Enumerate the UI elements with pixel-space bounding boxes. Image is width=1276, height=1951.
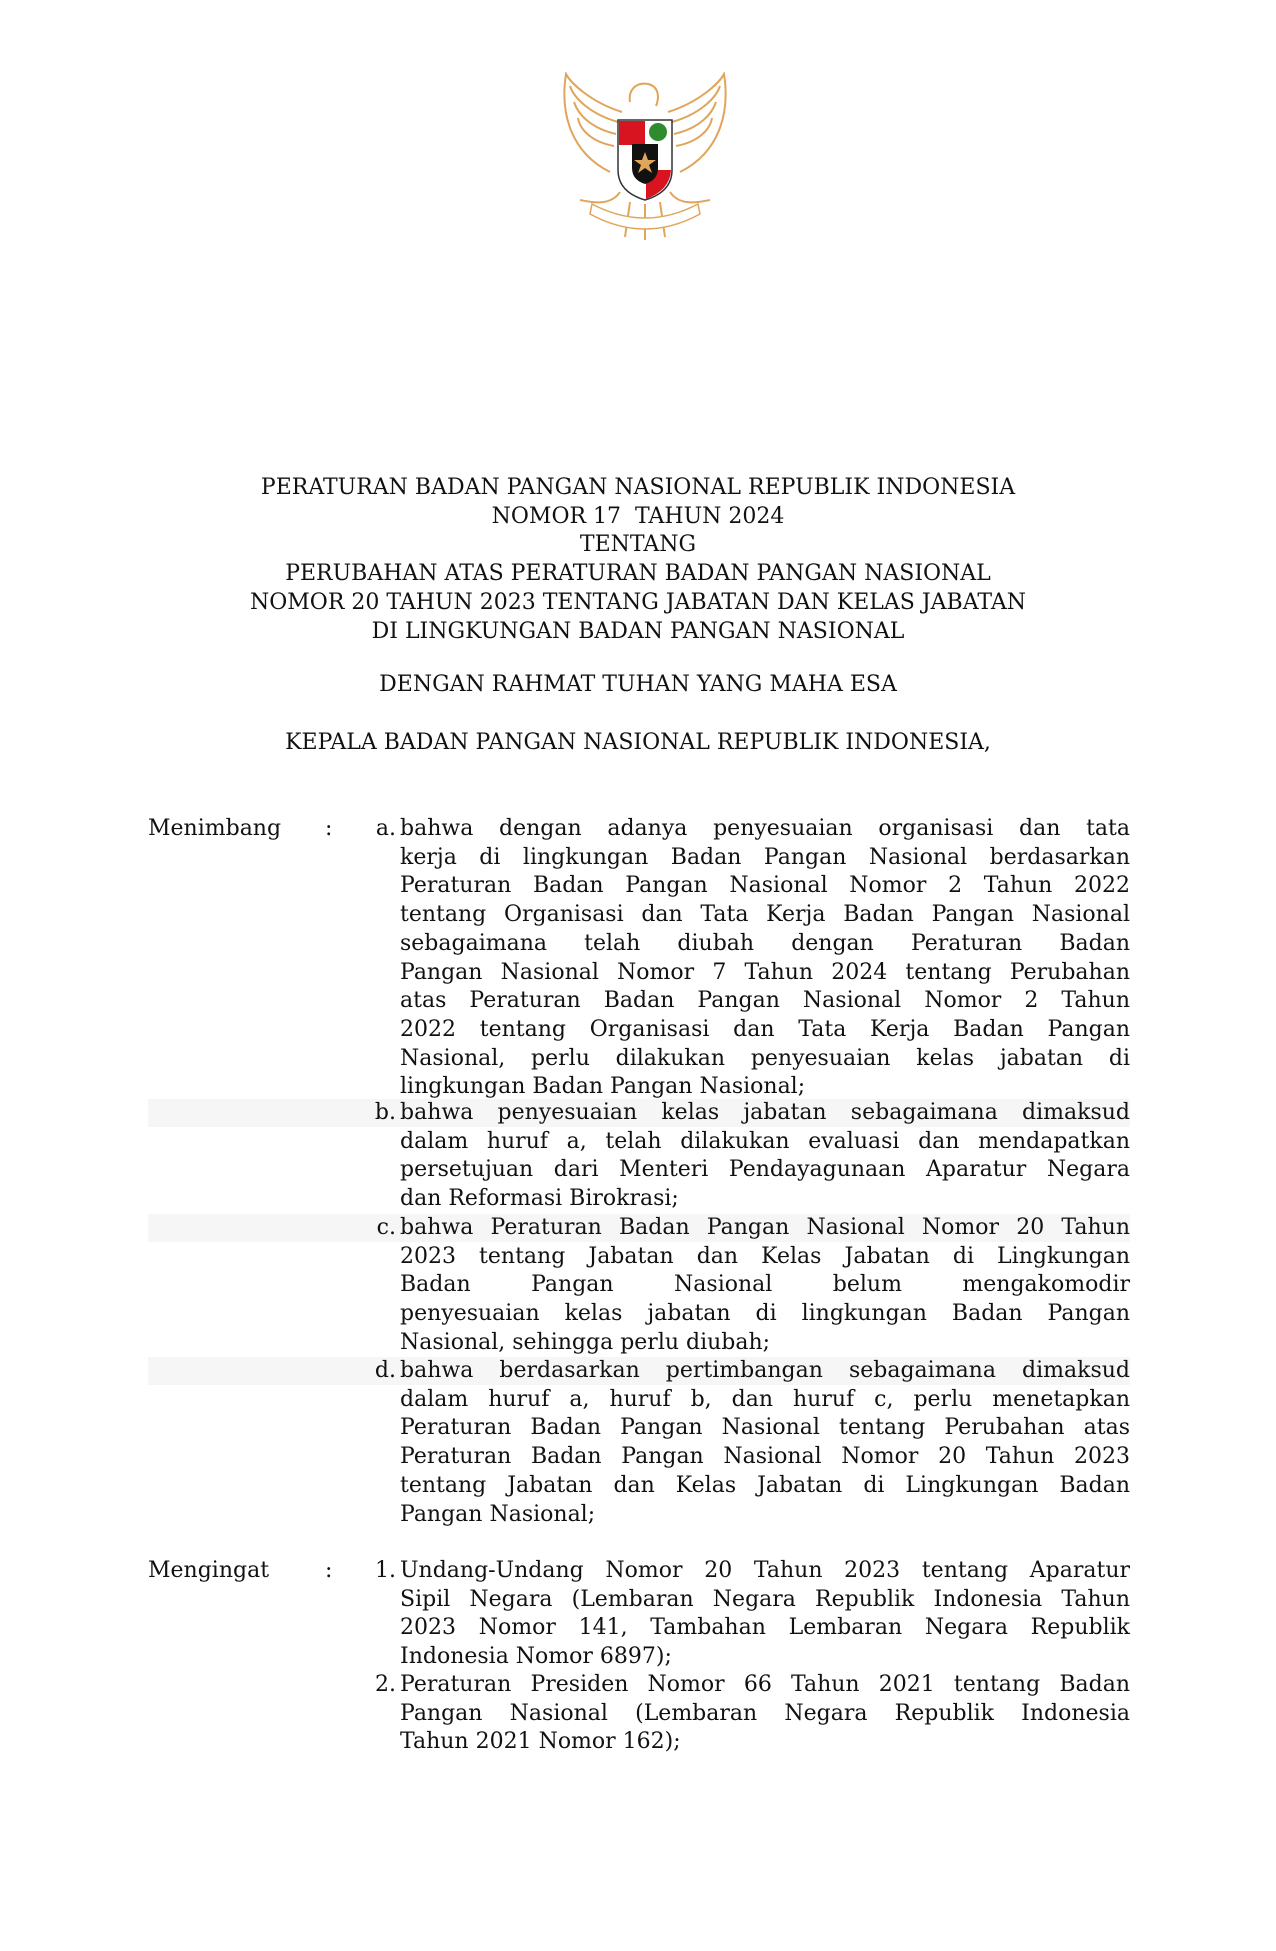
text-line: Peraturan Badan Pangan Nasional Nomor 2 Tahun 2022 — [400, 873, 1130, 899]
title-line: NOMOR 17 TAHUN 2024 — [491, 503, 785, 529]
item-marker: d. — [374, 1358, 396, 1383]
text-line: Pangan Nasional (Lembaran Negara Republik Indonesia — [400, 1700, 1130, 1726]
blessing-line: DENGAN RAHMAT TUHAN YANG MAHA ESA — [379, 672, 897, 697]
text-line: 2023 tentang Jabatan dan Kelas Jabatan di Lingkungan — [400, 1243, 1130, 1269]
item-marker: b. — [374, 1100, 396, 1125]
text-line: dan Reformasi Birokrasi; — [400, 1186, 679, 1212]
text-line: dalam huruf a, huruf b, dan huruf c, perlu menetapkan — [400, 1386, 1130, 1412]
item-marker: 2. — [375, 1672, 396, 1697]
text-line: Peraturan Presiden Nomor 66 Tahun 2021 tentang Badan — [400, 1672, 1130, 1697]
title-line: DI LINGKUNGAN BADAN PANGAN NASIONAL — [371, 618, 905, 644]
text-line: 2022 tentang Organisasi dan Tata Kerja Badan Pangan — [400, 1016, 1130, 1042]
text-line: tentang Organisasi dan Tata Kerja Badan Pangan Nasional — [400, 902, 1130, 928]
item-text — [400, 815, 1130, 1102]
text-line: 2023 Nomor 141, Tambahan Lembaran Negara Republik — [400, 1615, 1130, 1641]
title-line: PERUBAHAN ATAS PERATURAN BADAN PANGAN NASIONAL — [285, 561, 991, 587]
text-line: bahwa dengan adanya penyesuaian organisasi dan tata — [400, 816, 1130, 841]
text-line: Peraturan Badan Pangan Nasional Nomor 20 Tahun 2023 — [400, 1444, 1130, 1470]
text-line: Sipil Negara (Lembaran Negara Republik Indonesia Tahun — [400, 1586, 1130, 1612]
text-line: Badan Pangan Nasional belum mengakomodir — [400, 1272, 1130, 1298]
menimbang-label: Menimbang — [148, 816, 282, 841]
title-line: PERATURAN BADAN PANGAN NASIONAL REPUBLIK INDONESIA — [260, 475, 1016, 500]
garuda-pancasila-emblem — [560, 72, 730, 244]
item-text — [400, 1214, 1130, 1358]
text-line: Pangan Nasional; — [400, 1501, 596, 1527]
text-line: dalam huruf a, telah dilakukan evaluasi dan mendapatkan — [400, 1128, 1130, 1154]
mengingat-label: Mengingat — [148, 1558, 270, 1583]
text-line: bahwa Peraturan Badan Pangan Nasional Nomor 20 Tahun — [400, 1215, 1130, 1240]
text-line: persetujuan dari Menteri Pendayagunaan Aparatur Negara — [400, 1157, 1130, 1183]
official-line: KEPALA BADAN PANGAN NASIONAL REPUBLIK INDONESIA, — [285, 730, 991, 755]
text-line: Undang-Undang Nomor 20 Tahun 2023 tentang Aparatur — [400, 1558, 1130, 1583]
title-line: TENTANG — [579, 532, 697, 558]
text-line: lingkungan Badan Pangan Nasional; — [400, 1074, 806, 1100]
text-line: Indonesia Nomor 6897); — [400, 1644, 672, 1670]
regulation-title — [0, 474, 1276, 646]
item-text — [400, 1099, 1130, 1214]
text-line: bahwa berdasarkan pertimbangan sebagaimana dimaksud — [400, 1358, 1130, 1383]
item-marker: c. — [376, 1215, 396, 1240]
text-line: Tahun 2021 Nomor 162); — [400, 1729, 681, 1755]
text-line: kerja di lingkungan Badan Pangan Nasional berdasarkan — [400, 844, 1130, 870]
text-line: Peraturan Badan Pangan Nasional tentang Perubahan atas — [400, 1415, 1130, 1441]
text-line: Nasional, perlu dilakukan penyesuaian kelas jabatan di — [400, 1045, 1130, 1071]
title-line: NOMOR 20 TAHUN 2023 TENTANG JABATAN DAN KELAS JABATAN — [249, 589, 1026, 615]
text-line: penyesuaian kelas jabatan di lingkungan Badan Pangan — [400, 1301, 1130, 1327]
text-line: sebagaimana telah diubah dengan Peraturan Badan — [400, 930, 1130, 956]
mengingat-colon: : — [325, 1558, 333, 1583]
menimbang-colon: : — [325, 816, 333, 841]
text-line: bahwa penyesuaian kelas jabatan sebagaimana dimaksud — [400, 1100, 1130, 1125]
item-text — [400, 1557, 1130, 1672]
item-text — [400, 1671, 1130, 1757]
item-marker: a. — [375, 816, 396, 841]
text-line: Pangan Nasional Nomor 7 Tahun 2024 tentang Perubahan — [400, 959, 1130, 985]
text-line: Nasional, sehingga perlu diubah; — [400, 1329, 771, 1355]
text-line: tentang Jabatan dan Kelas Jabatan di Lingkungan Badan — [400, 1472, 1130, 1498]
item-text — [400, 1357, 1130, 1529]
item-marker: 1. — [375, 1558, 396, 1583]
text-line: atas Peraturan Badan Pangan Nasional Nomor 2 Tahun — [400, 988, 1130, 1014]
